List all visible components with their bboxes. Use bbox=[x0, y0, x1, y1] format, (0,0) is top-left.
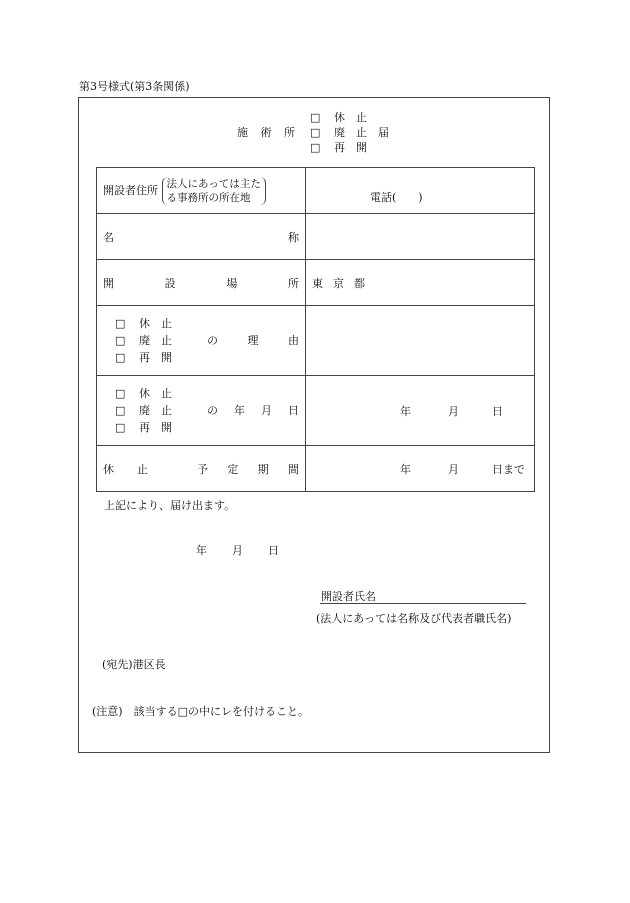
planned-label-cell: 休 止 予 定 期 間 bbox=[97, 446, 306, 492]
location-value-cell[interactable]: 東 京 都 bbox=[306, 260, 535, 306]
phone-label: 電話( ) bbox=[370, 191, 423, 204]
checkbox[interactable]: □ bbox=[115, 404, 126, 417]
reason-value-cell[interactable] bbox=[306, 306, 535, 376]
date-value-cell[interactable]: 年 月 日 bbox=[306, 376, 535, 446]
table-row-planned bbox=[97, 446, 535, 492]
date-label-cell: □ 休 止 □ 廃 止 の 年 月 日 □ 再 開 bbox=[97, 376, 306, 446]
notice-text: 上記により、届け出ます。 bbox=[104, 499, 236, 512]
header-option-reopen[interactable]: □ 再 開 bbox=[310, 141, 367, 154]
reason-label-cell: □ 休 止 □ 廃 止 の 理 由 □ 再 開 bbox=[97, 306, 306, 376]
table-row-reason bbox=[97, 306, 535, 376]
name-value-cell[interactable] bbox=[306, 214, 535, 260]
header-subject: 施 術 所 bbox=[237, 126, 295, 139]
checkbox[interactable]: □ bbox=[115, 317, 126, 330]
table-row-location bbox=[97, 260, 535, 306]
caution-note: (注意) 該当する□の中にレを付けること。 bbox=[92, 705, 309, 718]
name-label-cell: 名 称 bbox=[97, 214, 306, 260]
applicant-signature-line[interactable] bbox=[320, 603, 526, 604]
addressee: (宛先)港区長 bbox=[102, 658, 166, 671]
checkbox[interactable]: □ bbox=[115, 387, 126, 400]
location-label-cell: 開 設 場 所 bbox=[97, 260, 306, 306]
table-row-address bbox=[97, 168, 535, 214]
checkbox[interactable]: □ bbox=[115, 351, 126, 364]
header-option-abolish[interactable]: □ 廃 止 届 bbox=[310, 126, 389, 139]
applicant-name-label: 開設者氏名 bbox=[321, 590, 376, 603]
checkbox[interactable]: □ bbox=[310, 141, 321, 154]
address-note: 法人にあっては主た る事務所の所在地 bbox=[162, 177, 266, 205]
checkbox[interactable]: □ bbox=[115, 421, 126, 434]
address-label: 開設者住所 bbox=[103, 183, 158, 197]
header-option-suspend[interactable]: □ 休 止 bbox=[310, 111, 367, 124]
address-label-cell bbox=[97, 168, 306, 214]
checkbox[interactable]: □ bbox=[310, 126, 321, 139]
applicant-note: (法人にあっては名称及び代表者職氏名) bbox=[316, 612, 512, 625]
checkbox[interactable]: □ bbox=[115, 334, 126, 347]
form-number: 第3号様式(第3条関係) bbox=[79, 80, 190, 93]
table-row-name bbox=[97, 214, 535, 260]
address-value-cell[interactable] bbox=[306, 168, 535, 214]
checkbox[interactable]: □ bbox=[310, 111, 321, 124]
table-row-date bbox=[97, 376, 535, 446]
notification-table bbox=[96, 167, 535, 492]
planned-value-cell[interactable]: 年 月 日まで bbox=[306, 446, 535, 492]
sign-date[interactable]: 年 月 日 bbox=[196, 544, 279, 557]
